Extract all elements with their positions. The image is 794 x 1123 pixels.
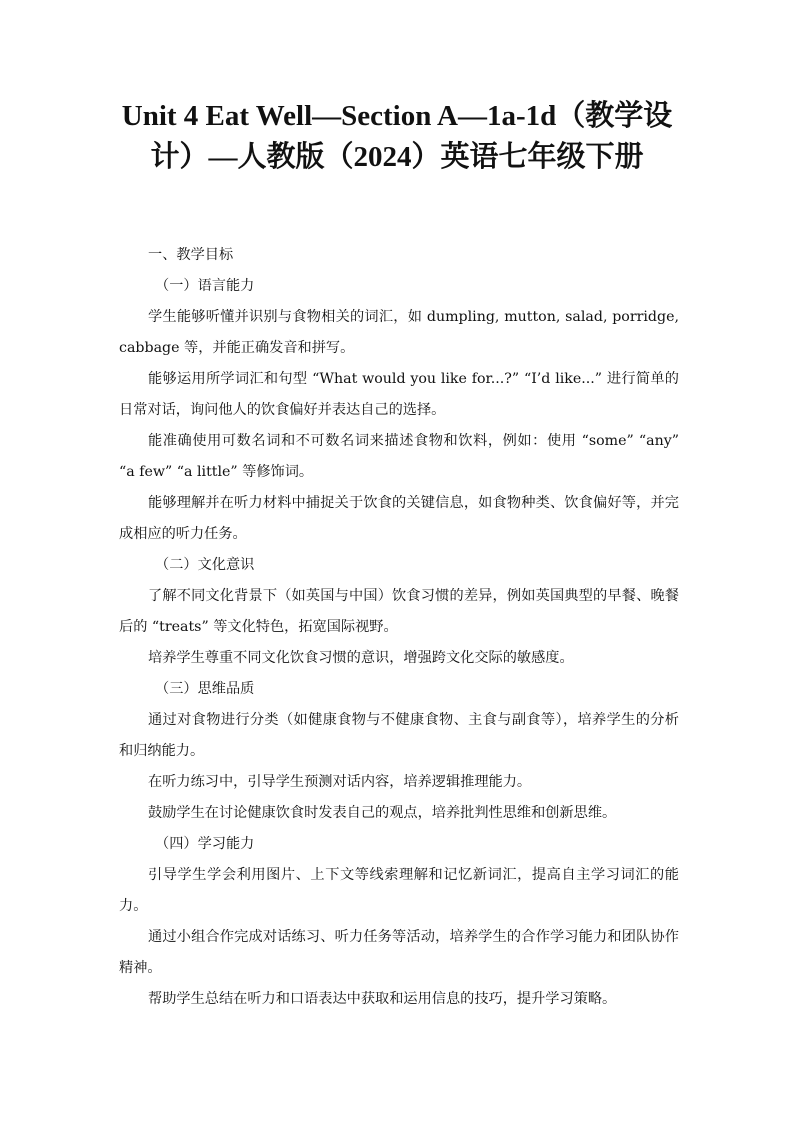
subsection-heading-thinking: （三）思维品质 [155,681,255,697]
paragraph: 在听力练习中，引导学生预测对话内容，培养逻辑推理能力。 [148,774,532,790]
paragraph: 帮助学生总结在听力和口语表达中获取和运用信息的技巧，提升学习策略。 [148,991,617,1007]
subsection-heading-learning: （四）学习能力 [155,836,255,852]
paragraph: 通过小组合作完成对话练习、听力任务等活动，培养学生的合作学习能力和团队协作精神。 [119,929,679,976]
paragraph: 能够运用所学词汇和句型 “What would you like for...?” “I’d like...” 进行简单的日常对话，询问他人的饮食偏好并表达自己的选择。 [119,371,679,418]
paragraph: 通过对食物进行分类（如健康食物与不健康食物、主食与副食等），培养学生的分析和归纳能力。 [119,712,679,759]
document-body [119,240,679,1015]
paragraph: 学生能够听懂并识别与食物相关的词汇，如 dumpling, mutton, salad, porridge, cabbage 等，并能正确发音和拼写。 [119,309,679,356]
paragraph: 鼓励学生在讨论健康饮食时发表自己的观点，培养批判性思维和创新思维。 [148,805,617,821]
paragraph: 培养学生尊重不同文化饮食习惯的意识，增强跨文化交际的敏感度。 [148,650,574,666]
paragraph: 引导学生学会利用图片、上下文等线索理解和记忆新词汇，提高自主学习词汇的能力。 [119,867,679,914]
paragraph: 能准确使用可数名词和不可数名词来描述食物和饮料，例如：使用 “some” “any” “a few” “a little” 等修饰词。 [119,433,679,480]
paragraph: 了解不同文化背景下（如英国与中国）饮食习惯的差异，例如英国典型的早餐、晚餐后的 “treats” 等文化特色，拓宽国际视野。 [119,588,679,635]
section-heading-objectives: 一、教学目标 [148,247,234,263]
paragraph: 能够理解并在听力材料中捕捉关于饮食的关键信息，如食物种类、饮食偏好等，并完成相应的听力任务。 [119,495,679,542]
subsection-heading-language: （一）语言能力 [155,278,255,294]
subsection-heading-culture: （二）文化意识 [155,557,255,573]
document-title: Unit 4 Eat Well—Section A—1a-1d（教学设计）—人教版（2024）英语七年级下册 [121,100,673,173]
